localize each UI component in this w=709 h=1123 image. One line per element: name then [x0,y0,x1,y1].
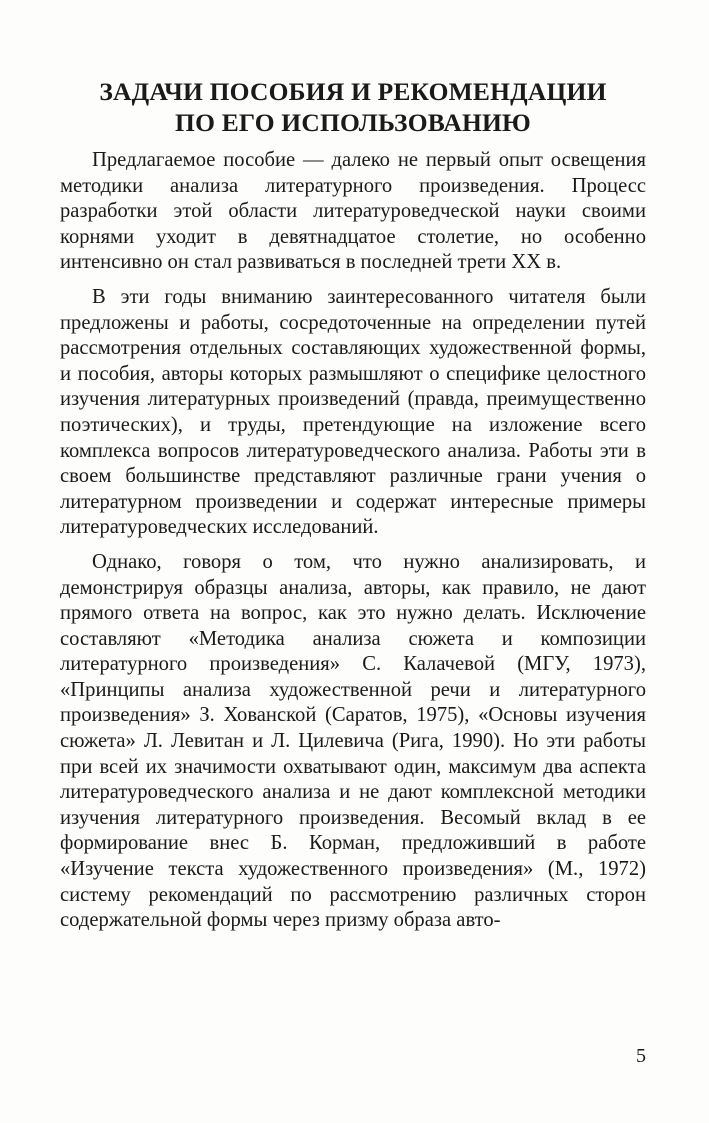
chapter-title-line-1: ЗАДАЧИ ПОСОБИЯ И РЕКОМЕНДАЦИИ [99,77,607,106]
page-number: 5 [636,1045,646,1067]
paragraph-1: Предлагаемое пособие — далеко не первый опыт освещения методики анализа литературного произведения. Процесс разработки этой области литературоведческой науки своими корнями уходит в девятнадцатое столетие, но особенно интенсивно он стал развиваться в последней трети XX в. [60,149,646,274]
chapter-title [60,76,646,138]
paragraph-2: В эти годы вниманию заинтересованного читателя были предложены и работы, сосредоточенные на определении путей рассмотрения отдельных составляющих художественной формы, и пособия, авторы которых размышляют о специфике целостного изучения литературных произведений (правда, преимущественно поэтических), и труды, претендующие на изложение всего комплекса вопросов литературоведческого анализа. Работы эти в своем большинстве представляют различные грани учения о литературном произведении и содержат интересные примеры литературоведческих исследований. [60,285,646,539]
chapter-title-line-2: ПО ЕГО ИСПОЛЬЗОВАНИЮ [175,108,531,137]
body-text [60,148,646,943]
paragraph-3: Однако, говоря о том, что нужно анализировать, и демонстрируя образцы анализа, авторы, как правило, не дают прямого ответа на вопрос, как это нужно делать. Исключение составляют «Методика анализа сюжета и композиции литературного произведения» С. Калачевой (МГУ, 1973), «Принципы анализа художественной речи и литературного произведения» З. Хованской (Саратов, 1975), «Основы изучения сюжета» Л. Левитан и Л. Цилевича (Рига, 1990). Но эти работы при всей их значимости охватывают один, максимум два аспекта литературоведческого анализа и не дают комплексной методики изучения литературного произведения. Весомый вклад в ее формирование внес Б. Корман, предложивший в работе «Изучение текста художественного произведения» (М., 1972) систему рекомендаций по рассмотрению различных сторон содержательной формы через призму образа авто- [60,550,646,932]
